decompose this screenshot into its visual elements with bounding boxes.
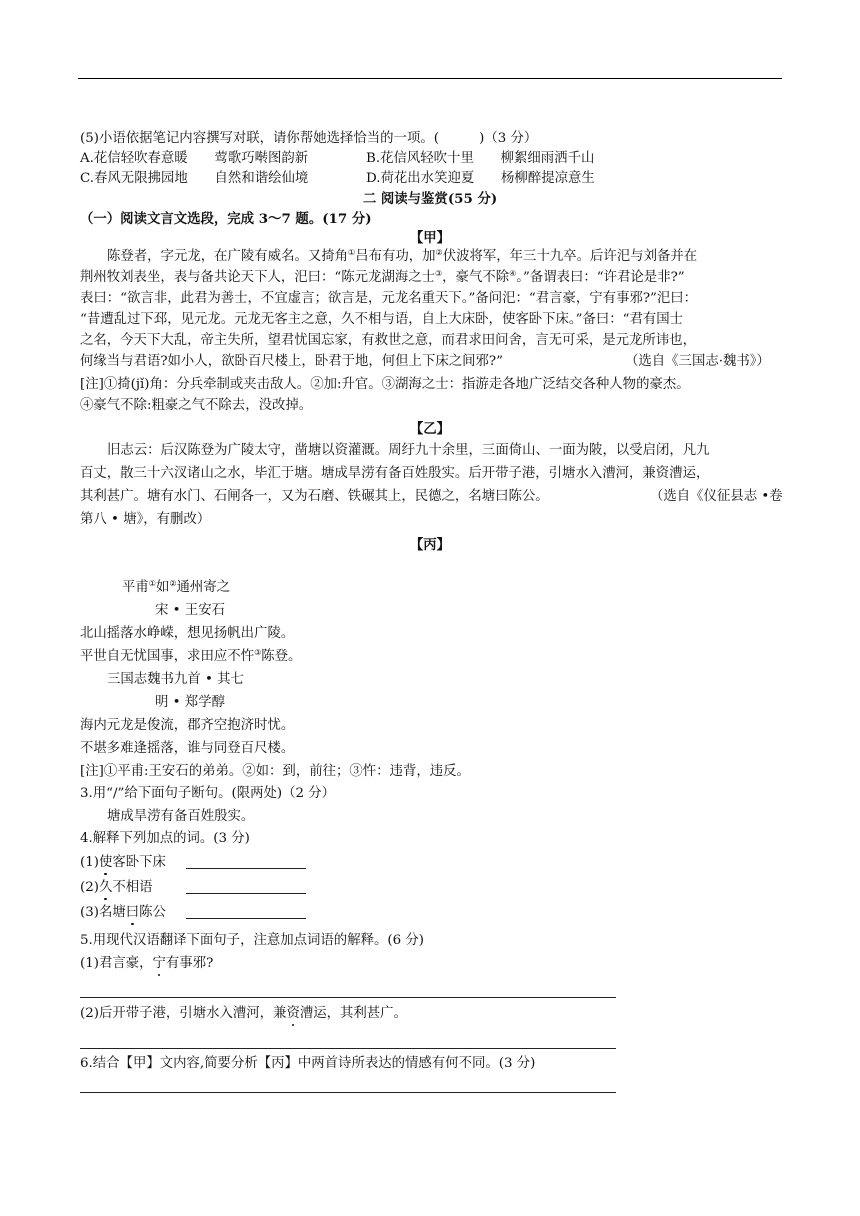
section-title: 二 阅读与鉴赏(55 分) <box>362 191 498 207</box>
q5b-answer-line-1[interactable] <box>80 997 616 998</box>
jia-note-1: [注]①掎(jǐ)角：分兵牵制或夹击敌人。②加:升官。③湖海之士：指游走各地广泛结交各种人物的豪杰。 <box>80 377 690 392</box>
jia-source: （选自《三国志·魏书》） <box>625 354 770 369</box>
part1-title: （一）阅读文言文选段，完成 3～7 题。(17 分) <box>80 211 372 227</box>
q5-option-b: B.花信风轻吹十里 柳絮细雨洒千山 <box>366 151 595 166</box>
poem2-title: 三国志魏书九首 • 其七 <box>107 672 244 687</box>
q4-item-2: (2)久不相语 <box>80 880 153 895</box>
q3-stem: 3.用“/”给下面句子断句。(限两处)（2 分） <box>80 786 336 801</box>
dotted-char: 宁 <box>152 956 166 971</box>
q5b-sentence-2: (2)后开带子港，引塘水入漕河，兼资漕运，其利甚广。 <box>80 1006 407 1021</box>
q5-stem: (5)小语依据笔记内容撰写对联，请你帮她选择恰当的一项。( )（3 分） <box>80 131 538 146</box>
yi-line-1: 旧志云：后汉陈登为广陵太守，凿塘以资灌溉。周纡九十余里，三面倚山、一面为陂，以受启闭，凡九 <box>107 443 710 458</box>
jia-note-2: ④豪气不除:粗豪之气不除去，没改掉。 <box>80 398 313 413</box>
q3-sentence: 塘成旱涝有备百姓殷实。 <box>107 809 255 824</box>
header-rule <box>78 78 782 79</box>
yi-label: 【乙】 <box>409 421 451 437</box>
poem2-line-1: 海内元龙是俊流，郡齐空抱济时忧。 <box>80 718 295 733</box>
jia-line-1: 陈登者，字元龙，在广陵有威名。又掎角①吕布有功，加②伏波将军，年三十九卒。后许汜与刘备并在 <box>107 248 698 264</box>
poem2-line-2: 不堪多难逢摇落，谁与同登百尺楼。 <box>80 741 295 756</box>
bing-label: 【丙】 <box>409 537 451 553</box>
poem1-line-1: 北山摇落水峥嵘，想见扬帆出广陵。 <box>80 626 295 641</box>
jia-line-2: 荆州牧刘表坐，表与备共论天下人，汜曰：“陈元龙湖海之士③，豪气不除④。”备谓表曰：“许君论是非?” <box>80 269 685 285</box>
q4-answer-blank-3[interactable] <box>186 918 306 919</box>
q5b-answer-line-2[interactable] <box>80 1048 616 1049</box>
dotted-char: 久 <box>98 880 113 895</box>
q4-item-3: (3)名塘曰陈公 <box>80 905 166 920</box>
q4-item-1: (1)使客卧下床 <box>80 855 166 870</box>
dotted-char: 曰 <box>125 905 140 920</box>
q6-stem: 6.结合【甲】文内容,简要分析【丙】中两首诗所表达的情感有何不同。(3 分) <box>80 1056 536 1071</box>
bing-note: [注]①平甫:王安石的弟弟。②如：到，前往；③忤：违背，违反。 <box>80 764 470 779</box>
jia-line-5: 之名，今天下大乱，帝主失所，望君忧国忘家，有救世之意，而君求田问舍，言无可采，是元龙所讳也， <box>80 333 696 348</box>
jia-line-3: 表曰：“欲言非，此君为善士，不宜虚言；欲言是，元龙名重天下。”备问汜：“君言豪，宁有事邪?”汜曰： <box>80 291 698 306</box>
yi-source: （选自《仪征县志 •卷 <box>650 489 783 504</box>
jia-line-4: “昔遭乱过下邳，见元龙。元龙无客主之意，久不相与语，自上大床卧，使客卧下床。”备曰：“君有国士 <box>80 312 684 327</box>
q5-option-c: C.春风无限拂园地 自然和谐绘仙境 <box>80 171 309 186</box>
dotted-char: 资 <box>286 1006 300 1021</box>
jia-line-6: 何缘当与君语?如小人，欲卧百尺楼上，卧君于地，何但上下床之间邪?” <box>80 354 503 369</box>
yi-line-2: 百丈，散三十六汊诸山之水，毕汇于塘。塘成旱涝有备百姓殷实。后开带子港，引塘水入漕河，兼资漕运， <box>80 466 710 481</box>
dotted-char: 使 <box>98 855 113 870</box>
q5b-stem: 5.用现代汉语翻译下面句子，注意加点词语的解释。(6 分) <box>80 933 424 948</box>
poem2-author: 明 • 郑学醇 <box>155 695 225 710</box>
jia-label: 【甲】 <box>409 230 451 246</box>
q4-stem: 4.解释下列加点的词。(3 分) <box>80 831 250 846</box>
q4-answer-blank-1[interactable] <box>186 868 306 869</box>
yi-line-3: 其利甚广。塘有水门、石闸各一，又为石磨、铁碾其上，民德之，名塘曰陈公。 <box>80 489 549 504</box>
poem1-line-2: 平世自无忧国事，求田应不忤③陈登。 <box>80 648 302 664</box>
q5-option-a: A.花信轻吹春意暖 莺歌巧啭图韵新 <box>80 151 309 166</box>
q4-answer-blank-2[interactable] <box>186 893 306 894</box>
poem1-title: 平甫①如②通州寄之 <box>122 579 231 595</box>
q5-option-d: D.荷花出水笑迎夏 杨柳醉提凉意生 <box>366 171 595 186</box>
q6-answer-line[interactable] <box>80 1092 616 1093</box>
q5b-sentence-1: (1)君言豪，宁有事邪? <box>80 956 214 971</box>
poem1-author: 宋 • 王安石 <box>155 603 225 618</box>
yi-source-cont: 第八 • 塘》，有删改） <box>80 512 211 527</box>
